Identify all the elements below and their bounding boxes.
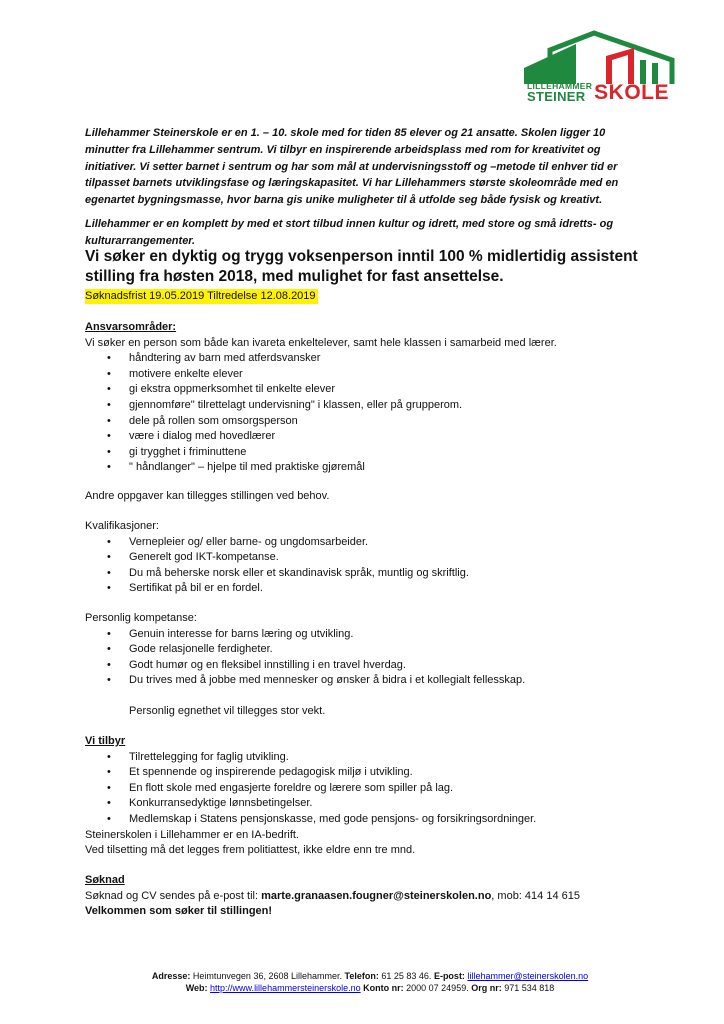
list-item: • motivere enkelte elever: [85, 367, 645, 383]
application-section: [85, 873, 645, 920]
qualifications-title: Kvalifikasjoner:: [85, 520, 159, 532]
list-item: • Godt humør og en fleksibel innstilling i en travel hverdag.: [85, 658, 645, 674]
list-item: • Du trives med å jobbe med mennesker og ønsker å bidra i et kollegialt fellesskap.: [85, 673, 645, 689]
list-item: • Medlemskap i Statens pensjonskasse, med gode pensjons- og forsikringsordninger.: [85, 812, 645, 828]
footer-address-label: Adresse:: [151, 971, 191, 981]
footer-email-label: E-post:: [433, 971, 465, 981]
application-email-link[interactable]: marte.granaasen.fougner@steinerskolen.no: [261, 889, 492, 902]
list-item: • Vernepleier og/ eller barne- og ungdomsarbeider.: [85, 535, 645, 551]
responsibilities-title: Ansvarsområder:: [85, 321, 177, 333]
responsibilities-list: [85, 351, 645, 476]
list-item: • gi ekstra oppmerksomhet til enkelte elever: [85, 382, 645, 398]
footer-account-label: Konto nr:: [363, 983, 404, 993]
footer-org: 971 534 818: [504, 983, 555, 993]
list-item: • gi trygghet i friminuttene: [85, 445, 645, 461]
list-item: • Generelt god IKT-kompetanse.: [85, 550, 645, 566]
footer-address-line: [100, 970, 640, 982]
footer-address: Heimtunvegen 36, 2608 Lillehammer.: [192, 971, 342, 981]
personal-competence-title: Personlig kompetanse:: [85, 612, 197, 624]
list-item: • Konkurransedyktige lønnsbetingelser.: [85, 796, 645, 812]
list-item: • håndtering av barn med atferdsvansker: [85, 351, 645, 367]
list-item: • dele på rollen som omsorgsperson: [85, 414, 645, 430]
logo-line-skole: SKOLE: [594, 80, 669, 104]
job-headline: Vi søker en dyktig og trygg voksenperson inntil 100 % midlertidig assistent stilling fra høsten 2018, med mulighet for fast ansettelse.: [85, 248, 638, 285]
offer-section: [85, 734, 645, 859]
list-item: • være i dialog med hovedlærer: [85, 429, 645, 445]
personal-suitability-note: Personlig egnethet vil tillegges stor vekt.: [129, 705, 326, 717]
list-item: • Du må beherske norsk eller et skandinavisk språk, muntlig og skriftlig.: [85, 566, 645, 582]
police-certificate-text: Ved tilsetting må det legges frem politiattest, ikke eldre enn tre mnd.: [85, 844, 416, 857]
intro-paragraph: Lillehammer Steinerskole er en 1. – 10. skole med for tiden 85 elever og 21 ansatte. Skolen ligger 10 minutter fra Lillehammer sentrum. Vi tilbyr en inspirerende arbeidsplass med rom for kreativitet og initiativer. Vi setter barnet i sentrum og har som mål at undervisningsstoff og –metode til enhver tid er tilpasset barnets utviklingsfase og læringskapasitet. Vi har Lillehammers største skoleområde med en egenartet bygningsmasse, hvor barna gis unike muligheter til å utfolde seg både fysisk og kreativt.: [85, 127, 619, 207]
list-item: • Genuin interesse for barns læring og utvikling.: [85, 627, 645, 643]
application-title: Søknad: [85, 874, 125, 886]
welcome-text: Velkommen som søker til stillingen!: [85, 905, 273, 918]
footer-phone-label: Telefon:: [344, 971, 379, 981]
logo-line-steiner: STEINER: [527, 89, 586, 104]
qualifications-list: [85, 535, 645, 597]
footer-phone: 61 25 83 46.: [381, 971, 432, 981]
logo-line-lillehammer: LILLEHAMMER: [527, 81, 593, 91]
footer-web-link[interactable]: http://www.lillehammersteinerskole.no: [210, 983, 361, 993]
list-item: • En flott skole med engasjerte foreldre og lærere som spiller på lag.: [85, 781, 645, 797]
list-item: • Gode relasjonelle ferdigheter.: [85, 642, 645, 658]
personal-competence-list: [85, 627, 645, 689]
list-item: • Sertifikat på bil er en fordel.: [85, 581, 645, 597]
school-building-logo-icon: [522, 30, 682, 86]
logo-wordmark: [527, 82, 669, 103]
qualifications-section: [85, 519, 645, 597]
city-paragraph: Lillehammer er en komplett by med et stort tilbud innen kultur og idrett, med store og små idretts- og kulturarrangementer.: [85, 218, 614, 247]
deadline-highlight: Søknadsfrist 19.05.2019 Tiltredelse 12.08.2019: [85, 290, 316, 302]
school-logo: [522, 30, 682, 114]
footer-org-label: Org nr:: [471, 983, 502, 993]
application-phone: , mob: 414 14 615: [491, 889, 580, 902]
list-item: • " håndlanger" – hjelpe til med praktiske gjøremål: [85, 460, 645, 476]
list-item: • Tilrettelegging for faglig utvikling.: [85, 750, 645, 766]
footer-web-line: [100, 982, 640, 994]
application-contact: [85, 889, 645, 905]
application-text: Søknad og CV sendes på e-post til:: [85, 889, 262, 902]
responsibilities-section: [85, 320, 645, 476]
personal-competence-section: [85, 611, 645, 689]
other-duties-text: Andre oppgaver kan tillegges stillingen ved behov.: [85, 490, 330, 502]
offer-title: Vi tilbyr: [85, 735, 126, 747]
footer-account: 2000 07 24959.: [406, 983, 469, 993]
list-item: • Et spennende og inspirerende pedagogisk miljø i utvikling.: [85, 765, 645, 781]
offer-list: [85, 750, 645, 828]
footer-email-link[interactable]: lillehammer@steinerskolen.no: [467, 971, 589, 981]
footer-web-label: Web:: [185, 983, 208, 993]
ia-company-text: Steinerskolen i Lillehammer er en IA-bedrift.: [85, 828, 299, 841]
responsibilities-intro: Vi søker en person som både kan ivareta enkeltelever, samt hele klassen i samarbeid med lærer.: [85, 336, 557, 349]
list-item: • gjennomføre" tilrettelagt undervisning" i klassen, eller på grupperom.: [85, 398, 645, 414]
